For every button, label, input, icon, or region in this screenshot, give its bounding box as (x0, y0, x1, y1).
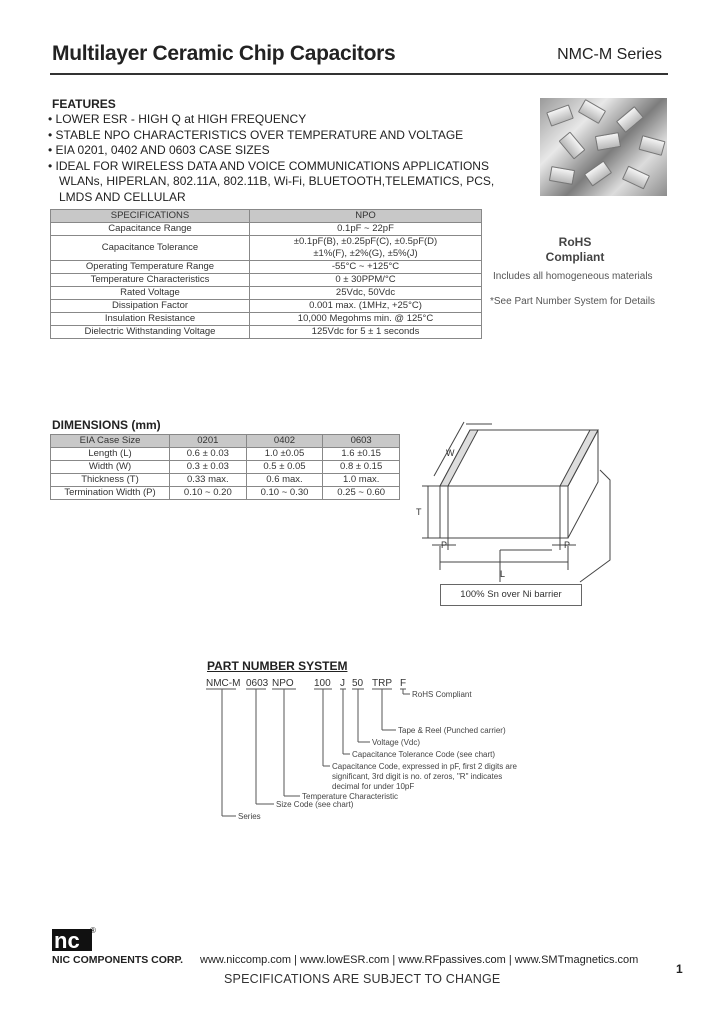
pn-segment: 50 (352, 678, 364, 689)
rohs-line: Compliant (545, 250, 605, 264)
pn-segment: NPO (272, 678, 294, 689)
spec-header: NPO (250, 210, 482, 223)
dim-header: 0603 (323, 435, 400, 448)
page-title: Multilayer Ceramic Chip Capacitors (52, 42, 396, 65)
dim-cell: Thickness (T) (51, 474, 170, 487)
spec-value: -55°C ~ +125°C (250, 261, 482, 274)
pn-segment: NMC-M (206, 678, 241, 689)
chip-front-face (440, 486, 568, 538)
spec-label: Dissipation Factor (51, 300, 250, 313)
pn-label: Temperature Characteristic (302, 792, 399, 801)
dim-cell: 1.0 max. (323, 474, 400, 487)
l-label: L (500, 569, 506, 579)
part-number-heading: PART NUMBER SYSTEM (207, 659, 348, 673)
dim-cell: 0.6 max. (246, 474, 323, 487)
part-number-diagram (200, 672, 540, 822)
spec-value: 125Vdc for 5 ± 1 seconds (250, 326, 482, 339)
dim-cell: Termination Width (P) (51, 487, 170, 500)
dim-cell: 1.6 ±0.15 (323, 448, 400, 461)
p-right-label: P (564, 540, 571, 550)
dim-header: 0201 (170, 435, 247, 448)
spec-label: Insulation Resistance (51, 313, 250, 326)
dim-header: EIA Case Size (51, 435, 170, 448)
header-divider (50, 73, 668, 75)
dim-cell: 0.33 max. (170, 474, 247, 487)
series-label: NMC-M Series (557, 46, 662, 63)
registered-mark: ® (90, 926, 96, 935)
pn-label: Voltage (Vdc) (372, 738, 421, 747)
spec-label: Capacitance Range (51, 223, 250, 236)
feature-item: LMDS AND CELLULAR (59, 189, 186, 204)
pn-label: significant, 3rd digit is no. of zeros, "R" indicates (332, 772, 503, 781)
spec-value-line: ±1%(F), ±2%(G), ±5%(J) (313, 248, 418, 259)
right-termination (560, 430, 598, 486)
w-label: W (446, 448, 455, 458)
spec-value: 0.1pF ~ 22pF (250, 223, 482, 236)
dim-cell: 0.5 ± 0.05 (246, 461, 323, 474)
footer-links: www.niccomp.com | www.lowESR.com | www.RFpassives.com | www.SMTmagnetics.com (200, 954, 639, 966)
pn-segment: TRP (372, 678, 392, 689)
feature-item: • IDEAL FOR WIRELESS DATA AND VOICE COMMUNICATIONS APPLICATIONS (48, 158, 489, 173)
feature-item: • STABLE NPO CHARACTERISTICS OVER TEMPERATURE AND VOLTAGE (48, 127, 464, 142)
dimensions-table (50, 434, 400, 500)
dim-cell: 0.8 ± 0.15 (323, 461, 400, 474)
spec-value-line: ±0.1pF(B), ±0.25pF(C), ±0.5pF(D) (293, 236, 438, 247)
dim-cell: 0.3 ± 0.03 (170, 461, 247, 474)
barrier-label: 100% Sn over Ni barrier (440, 584, 582, 606)
p-left-label: P (441, 540, 448, 550)
feature-item: WLANs, HIPERLAN, 802.11A, 802.11B, Wi-Fi, BLUETOOTH,TELEMATICS, PCS, (59, 174, 495, 188)
t-label: T (416, 507, 422, 517)
page-number: 1 (676, 962, 683, 976)
dim-header: 0402 (246, 435, 323, 448)
company-name: NIC COMPONENTS CORP. (52, 954, 184, 966)
features-list (48, 112, 508, 205)
dimensions-heading: DIMENSIONS (mm) (52, 418, 161, 432)
spec-header: SPECIFICATIONS (51, 210, 250, 223)
pn-segment: 100 (314, 678, 331, 689)
pn-label: Size Code (see chart) (276, 800, 354, 809)
logo-text: nc (54, 928, 80, 953)
pn-label: Tape & Reel (Punched carrier) (398, 726, 506, 735)
dim-cell: 0.25 ~ 0.60 (323, 487, 400, 500)
spec-label: Dielectric Withstanding Voltage (51, 326, 250, 339)
pn-segment: J (340, 678, 345, 689)
spec-label: Operating Temperature Range (51, 261, 250, 274)
pn-segment: F (400, 678, 407, 689)
spec-value (250, 236, 482, 261)
spec-value: 0.001 max. (1MHz, +25°C) (250, 300, 482, 313)
chip-top-face (440, 430, 598, 486)
spec-label: Temperature Characteristics (51, 274, 250, 287)
pn-label: Capacitance Code, expressed in pF, first 2 digits are (332, 762, 517, 771)
spec-value: 25Vdc, 50Vdc (250, 287, 482, 300)
pn-label: decimal for under 10pF (332, 782, 415, 791)
pn-label: Capacitance Tolerance Code (see chart) (352, 750, 496, 759)
part-number-note: *See Part Number System for Details (490, 296, 656, 307)
dim-cell: 1.0 ±0.05 (246, 448, 323, 461)
dim-cell: 0.10 ~ 0.30 (246, 487, 323, 500)
change-notice: SPECIFICATIONS ARE SUBJECT TO CHANGE (224, 972, 501, 986)
spec-value: 10,000 Megohms min. @ 125°C (250, 313, 482, 326)
product-photo (540, 98, 667, 196)
dim-cell: 0.10 ~ 0.20 (170, 487, 247, 500)
pn-label: RoHS Compliant (412, 690, 472, 699)
rohs-badge (540, 235, 610, 265)
chip-dimension-drawing (400, 420, 640, 610)
specifications-table (50, 209, 482, 339)
spec-value: 0 ± 30PPM/°C (250, 274, 482, 287)
spec-label: Rated Voltage (51, 287, 250, 300)
rohs-line: RoHS (558, 235, 592, 249)
feature-item: • EIA 0201, 0402 AND 0603 CASE SIZES (48, 143, 270, 157)
dim-cell: Length (L) (51, 448, 170, 461)
pn-segment: 0603 (246, 678, 269, 689)
pn-label: Series (238, 812, 261, 821)
rohs-note: Includes all homogeneous materials (493, 271, 653, 282)
dim-cell: 0.6 ± 0.03 (170, 448, 247, 461)
dim-cell: Width (W) (51, 461, 170, 474)
feature-item: • LOWER ESR - HIGH Q at HIGH FREQUENCY (48, 112, 307, 126)
spec-label: Capacitance Tolerance (51, 236, 250, 261)
left-termination (440, 430, 478, 486)
features-heading: FEATURES (52, 97, 116, 111)
